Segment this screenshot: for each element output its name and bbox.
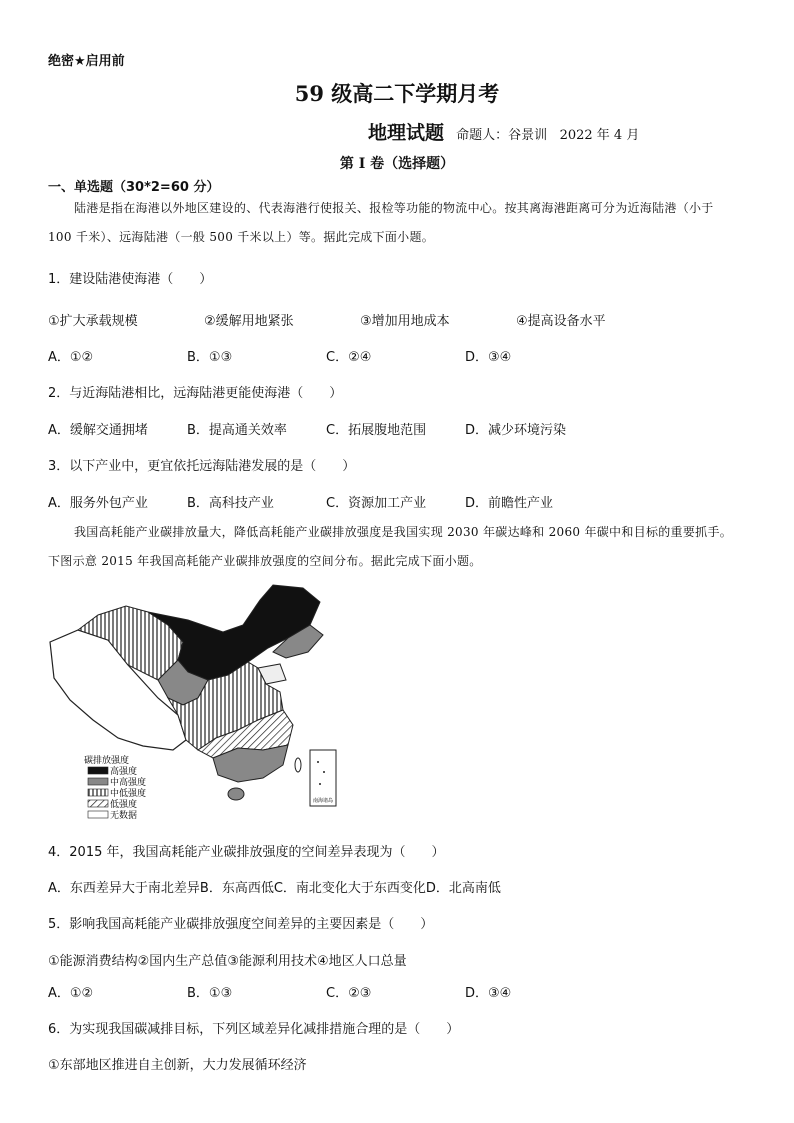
question-6-item-1: ①东部地区推进自主创新，大力发展循环经济 (48, 1058, 307, 1073)
option-c[interactable]: C．②④ (326, 350, 372, 365)
option-b[interactable]: B．高科技产业 (187, 496, 274, 511)
option-b[interactable]: B．①③ (187, 986, 233, 1001)
question-5-stem: 5．影响我国高耗能产业碳排放强度空间差异的主要因素是（ ） (48, 917, 434, 932)
option-b[interactable]: B．提高通关效率 (187, 423, 287, 438)
option-d[interactable]: D．③④ (465, 350, 512, 365)
list-item: ②国内生产总值 (137, 954, 228, 969)
option-c[interactable]: C．拓展腹地范围 (326, 423, 427, 438)
option-d[interactable]: D．北高南低 (425, 881, 501, 896)
carbon-intensity-map (48, 580, 338, 830)
inset-label: 南海诸岛 (312, 798, 334, 804)
exam-title: 59 级高二下学期月考 (294, 81, 500, 106)
option-d[interactable]: D．前瞻性产业 (465, 496, 554, 511)
option-b[interactable]: B．①③ (187, 350, 233, 365)
question-2-options (48, 419, 748, 438)
question-3-stem: 3．以下产业中，更宜依托远海陆港发展的是（ ） (48, 459, 356, 474)
list-item: ①扩大承载规模 (48, 314, 138, 329)
option-c[interactable]: C．资源加工产业 (326, 496, 427, 511)
legend-item: 无数据 (110, 811, 138, 821)
question-1-options (48, 346, 748, 365)
section-heading: 一、单选题（30*2=60 分） (48, 180, 220, 195)
question-4-options (48, 877, 748, 896)
option-a[interactable]: A．东西差异大于南北差异 (48, 881, 200, 896)
question-3-options (48, 492, 748, 511)
option-a[interactable]: A．缓解交通拥堵 (48, 423, 148, 438)
option-c[interactable]: C．南北变化大于东西变化 (273, 881, 426, 896)
option-b[interactable]: B．东高西低 (199, 881, 274, 896)
passage-carbon-emission: 我国高耗能产业碳排放量大，降低高耗能产业碳排放强度是我国实现 2030 年碳达峰和 2060 年碳中和目标的重要抓手。下图示意 2015 年我国高耗能产业碳排放强度的空间分布。据此完成下面小题。 (48, 525, 733, 568)
option-a[interactable]: A．服务外包产业 (48, 496, 148, 511)
option-a[interactable]: A．①② (48, 350, 94, 365)
map-legend (84, 754, 146, 821)
question-5-options (48, 982, 748, 1001)
option-d[interactable]: D．③④ (465, 986, 512, 1001)
list-item: ③能源利用技术 (227, 954, 317, 969)
list-item: ④提高设备水平 (516, 314, 606, 329)
question-1-stem: 1．建设陆港使海港（ ） (48, 272, 213, 287)
option-d[interactable]: D．减少环境污染 (465, 423, 567, 438)
option-c[interactable]: C．②③ (326, 986, 372, 1001)
list-item: ②缓解用地紧张 (204, 314, 294, 329)
question-1-items (48, 310, 748, 329)
legend-item: 中低强度 (110, 789, 147, 799)
question-4-stem: 4．2015 年，我国高耗能产业碳排放强度的空间差异表现为（ ） (48, 845, 445, 860)
option-a[interactable]: A．①② (48, 986, 94, 1001)
legend-item: 高强度 (110, 767, 138, 777)
author: 命题人：谷景训 (456, 128, 548, 143)
subtitle-row (368, 118, 639, 145)
list-item: ③增加用地成本 (360, 314, 450, 329)
volume-heading: 第 I 卷（选择题） (339, 156, 455, 172)
passage-land-port: 陆港是指在海港以外地区建设的、代表海港行使报关、报检等功能的物流中心。按其离海港距离可分为近海陆港（小于 100 千米）、远海陆港（一般 500 千米以上）等。据此完成下面小题。 (48, 201, 714, 244)
list-item: ①能源消费结构 (48, 954, 138, 969)
legend-item: 低强度 (110, 800, 138, 810)
exam-date: 2022 年 4 月 (559, 128, 640, 143)
question-6-stem: 6．为实现我国碳减排目标，下列区域差异化减排措施合理的是（ ） (48, 1022, 460, 1037)
legend-title: 碳排放强度 (84, 756, 130, 766)
subject-title: 地理试题 (368, 122, 445, 144)
list-item: ④地区人口总量 (316, 954, 407, 969)
confidential-label: 绝密★启用前 (48, 54, 125, 69)
question-5-items (48, 950, 748, 969)
question-2-stem: 2．与近海陆港相比，远海陆港更能使海港（ ） (48, 386, 343, 401)
legend-item: 中高强度 (110, 778, 147, 788)
